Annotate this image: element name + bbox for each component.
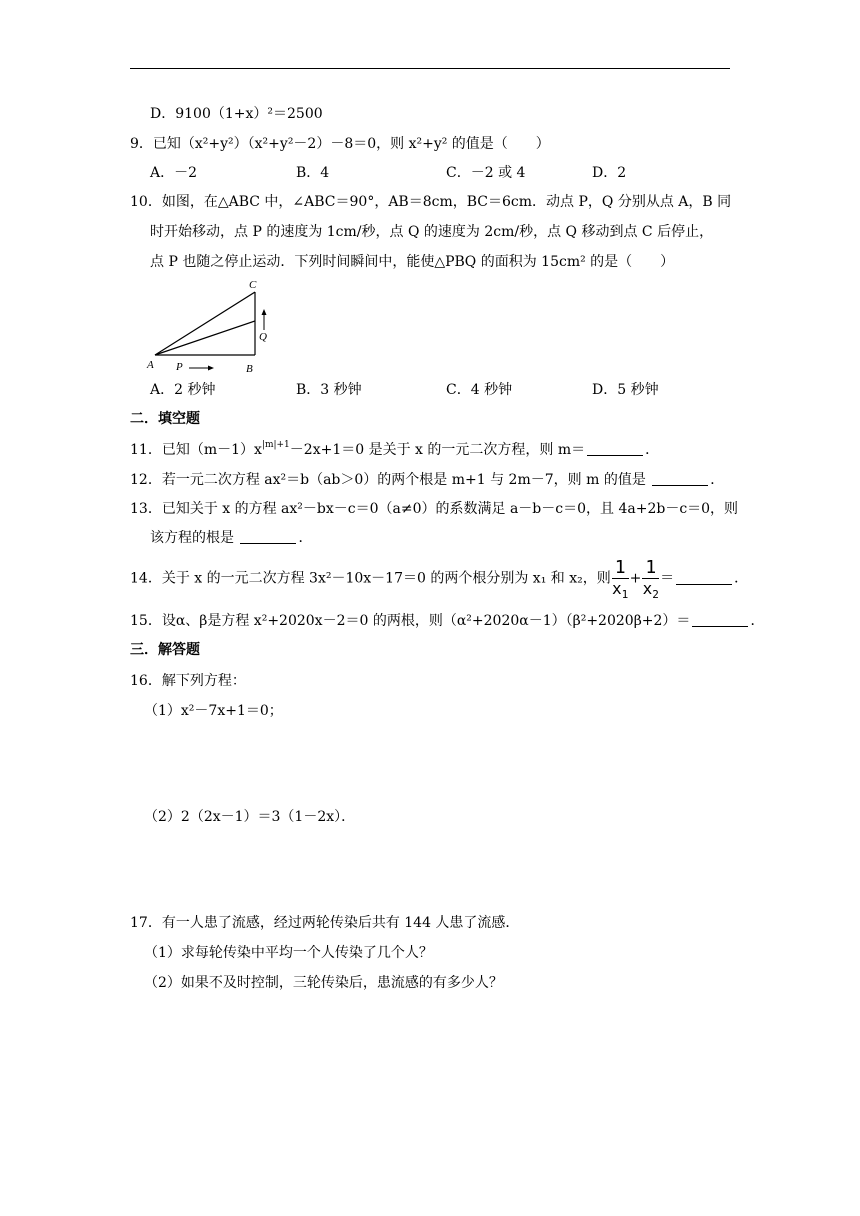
q16-part2: （2）2（2x－1）＝3（1－2x）．: [144, 809, 356, 825]
q16-part1: （1）x²－7x+1＝0；: [144, 703, 283, 719]
q10-option-b: B．3 秒钟: [296, 382, 362, 398]
q9-option-c: C．－2 或 4: [446, 165, 526, 181]
q9-option-d: D．2: [592, 165, 627, 181]
q9-option-b: B．4: [296, 165, 330, 181]
q13-answer-blank[interactable]: [240, 529, 296, 544]
q13-line2: 该方程的根是 ．: [150, 530, 313, 546]
q13-line1: 13．已知关于 x 的方程 ax²－bx－c＝0（a≠0）的系数满足 a－b－c＝0，且 4a+2b－c＝0，则: [130, 501, 739, 517]
label-a: A: [147, 359, 154, 371]
triangle-figure: [145, 278, 285, 376]
section-solve-heading: 三．解答题: [130, 642, 200, 658]
q16-stem: 16．解下列方程：: [130, 673, 246, 689]
q10-option-d: D．5 秒钟: [592, 382, 659, 398]
q12: 12．若一元二次方程 ax²＝b（ab＞0）的两个根是 m+1 与 2m－7，则 m 的值是 ．: [130, 472, 725, 488]
fraction-1-over-x1: $\frac{1}{x_1}$: [612, 557, 629, 602]
q14-answer-blank[interactable]: [676, 570, 732, 585]
q15-answer-blank[interactable]: [692, 612, 748, 627]
q17-stem: 17．有一人患了流感，经过两轮传染后共有 144 人患了流感．: [130, 915, 520, 931]
q12-text: 12．若一元二次方程 ax²＝b（ab＞0）的两个根是 m+1 与 2m－7，则 m 的值是: [130, 472, 651, 488]
fraction-1-over-x2: $\frac{1}{x_2}$: [642, 557, 659, 602]
q11-answer-blank[interactable]: [587, 441, 643, 456]
label-c: C: [249, 279, 257, 291]
q15: 15．设α、β是方程 x²+2020x－2＝0 的两根，则（α²+2020α－1）（β²+2020β+2）＝ ．: [130, 613, 765, 629]
q11: 11．已知$(m-1)x^{|m|+1}-2x+1=0$ 是关于 x 的一元二次方程，则 m＝ ．: [130, 440, 660, 458]
q10-line2: 时开始移动，点 P 的速度为 1cm/秒，点 Q 的速度为 2cm/秒，点 Q 移动到点 C 后停止，: [150, 224, 714, 240]
q11-post: －2x+1＝0 是关于 x 的一元二次方程，则 m＝: [289, 442, 586, 458]
label-b: B: [246, 363, 253, 375]
q10-line3: 点 P 也随之停止运动．下列时间瞬间中，能使△PBQ 的面积为 15cm² 的是（ ）: [150, 254, 675, 270]
header-rule: [130, 68, 730, 69]
q10-line1: 10．如图，在△ABC 中，∠ABC＝90°，AB＝8cm，BC＝6cm．动点 P，Q 分别从点 A，B 同: [130, 194, 732, 210]
q14: 14．关于 x 的一元二次方程 3x²－10x－17＝0 的两个根分别为 x₁ 和 x₂，则 $\frac{1}{x_1}$ + $\frac{1}{x_2}$ ＝ ．: [130, 557, 749, 602]
q15-text: 15．设α、β是方程 x²+2020x－2＝0 的两根，则（α²+2020α－1）（β²+2020β+2）＝: [130, 613, 691, 629]
section-fill-in-heading: 二．填空题: [130, 411, 200, 427]
label-q: Q: [259, 331, 267, 343]
q14-text: 14．关于 x 的一元二次方程 3x²－10x－17＝0 的两个根分别为 x₁ 和 x₂，则: [130, 570, 611, 587]
q8-option-d: D．9100（1+x）²＝2500: [150, 106, 323, 122]
q9-stem: 9．已知（x²+y²）（x²+y²－2）－8＝0，则 x²+y² 的值是（ ）: [130, 136, 550, 152]
q9-option-a: A．－2: [150, 165, 198, 181]
label-p: P: [176, 361, 183, 373]
q10-option-c: C．4 秒钟: [446, 382, 513, 398]
q10-option-a: A．2 秒钟: [150, 382, 216, 398]
q11-pre: 11．已知（m－1）x: [130, 442, 262, 458]
q12-answer-blank[interactable]: [652, 471, 708, 486]
q11-exponent: |m|+1: [261, 440, 290, 451]
q17-part1: （1）求每轮传染中平均一个人传染了几个人？: [144, 945, 433, 961]
q17-part2: （2）如果不及时控制，三轮传染后，患流感的有多少人？: [144, 975, 503, 991]
